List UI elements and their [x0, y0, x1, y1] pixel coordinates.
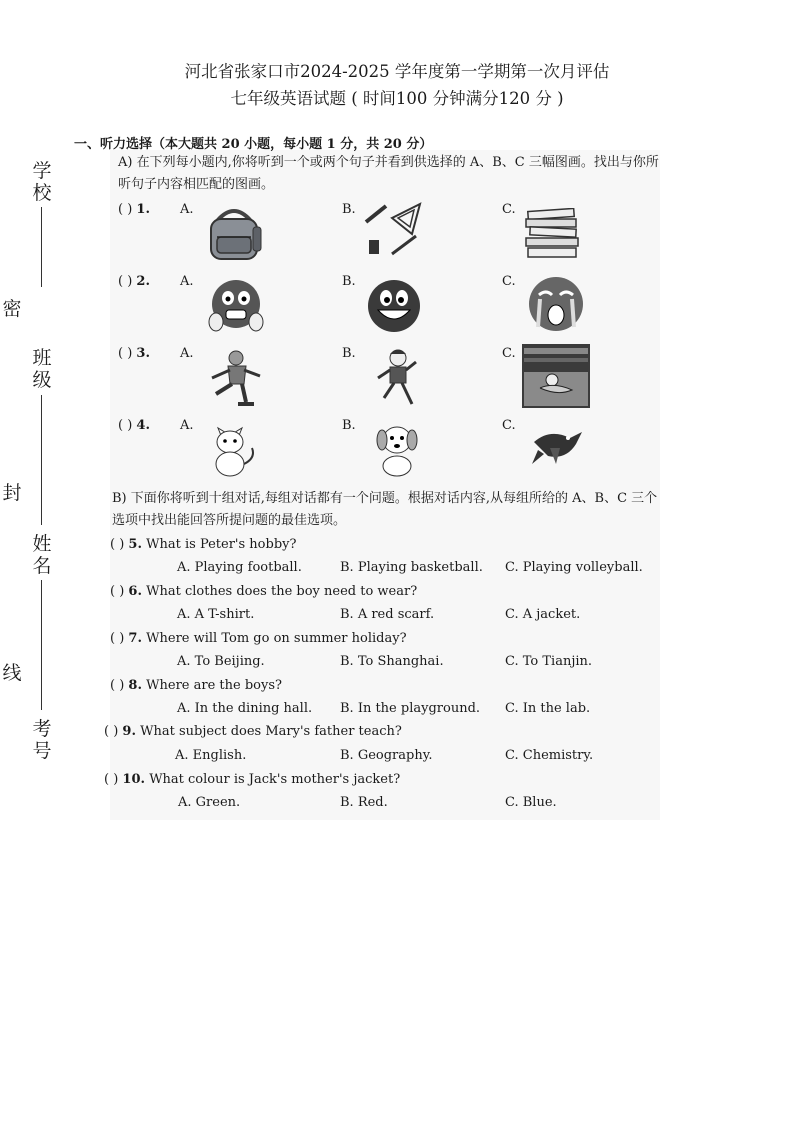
option-a[interactable]: A. To Beijing.	[177, 654, 265, 669]
option-c[interactable]: C. A jacket.	[505, 607, 581, 622]
option-b[interactable]: B. A red scarf.	[340, 607, 435, 622]
option-a[interactable]: A. In the dining hall.	[177, 701, 313, 716]
margin-name: 姓名	[32, 533, 52, 577]
books-image	[524, 208, 582, 260]
option-b[interactable]: B. Red.	[340, 795, 388, 810]
crying-face-image	[527, 275, 585, 333]
option-b[interactable]: B. Geography.	[340, 748, 433, 763]
question-row	[118, 274, 150, 289]
question-text: Where will Tom go on summer holiday?	[146, 631, 407, 646]
answer-paren[interactable]: ( )	[110, 631, 125, 646]
question-number: 8.	[128, 678, 142, 693]
skating-boy-image	[202, 348, 266, 408]
backpack-image	[203, 203, 265, 263]
option-c[interactable]: C. In the lab.	[505, 701, 591, 716]
margin-rule	[41, 207, 42, 287]
swimming-image	[522, 344, 590, 408]
answer-paren[interactable]: ( )	[118, 418, 133, 433]
bird-image	[530, 424, 584, 470]
question-number: 5.	[128, 537, 142, 552]
margin-exam-no: 考号	[32, 718, 52, 762]
option-c[interactable]: C. To Tianjin.	[505, 654, 593, 669]
question-row	[110, 584, 417, 599]
question-number: 4.	[136, 418, 150, 433]
option-label-a: A.	[180, 418, 194, 433]
option-label-a: A.	[180, 202, 194, 217]
exam-subtitle: 七年级英语试题 ( 时间100 分钟满分120 分 )	[230, 89, 564, 108]
question-text: What colour is Jack's mother's jacket?	[149, 772, 401, 787]
answer-paren[interactable]: ( )	[104, 724, 119, 739]
question-number: 7.	[128, 631, 142, 646]
part-b-intro-1: B) 下面你将听到十组对话,每组对话都有一个问题。根据对话内容,从每组所给的 A、B、C 三个	[112, 491, 658, 506]
part-b-intro-2: 选项中找出能回答所提问题的最佳选项。	[112, 513, 347, 528]
option-label-b: B.	[342, 274, 356, 289]
option-label-a: A.	[180, 274, 194, 289]
question-number: 2.	[136, 274, 150, 289]
answer-paren[interactable]: ( )	[118, 274, 133, 289]
option-label-c: C.	[502, 418, 516, 433]
margin-rule	[41, 395, 42, 525]
answer-paren[interactable]: ( )	[118, 202, 133, 217]
section-heading: 一、听力选择（本大题共 20 小题，每小题 1 分，共 20 分）	[74, 137, 433, 152]
margin-school: 学校	[32, 160, 52, 204]
option-label-c: C.	[502, 274, 516, 289]
option-label-a: A.	[180, 346, 194, 361]
option-c[interactable]: C. Playing volleyball.	[505, 560, 643, 575]
question-text: What clothes does the boy need to wear?	[146, 584, 418, 599]
part-a-intro-1: A) 在下列每小题内,你将听到一个或两个句子并看到供选择的 A、B、C 三幅图画。找出与你所	[118, 155, 659, 170]
option-c[interactable]: C. Chemistry.	[505, 748, 594, 763]
option-a[interactable]: A. Green.	[178, 795, 241, 810]
cat-image	[208, 422, 258, 478]
option-label-b: B.	[342, 346, 356, 361]
question-number: 9.	[122, 724, 136, 739]
option-label-b: B.	[342, 418, 356, 433]
question-number: 1.	[136, 202, 150, 217]
option-c[interactable]: C. Blue.	[505, 795, 557, 810]
question-number: 3.	[136, 346, 150, 361]
running-boy-image	[374, 348, 420, 408]
margin-xian: 线	[2, 662, 22, 684]
dog-image	[374, 422, 420, 478]
answer-paren[interactable]: ( )	[110, 584, 125, 599]
option-a[interactable]: A. English.	[175, 748, 247, 763]
question-text: What is Peter's hobby?	[146, 537, 297, 552]
answer-paren[interactable]: ( )	[118, 346, 133, 361]
option-b[interactable]: B. Playing basketball.	[340, 560, 483, 575]
answer-paren[interactable]: ( )	[110, 537, 125, 552]
margin-rule	[41, 580, 42, 710]
option-b[interactable]: B. In the playground.	[340, 701, 481, 716]
option-label-c: C.	[502, 202, 516, 217]
question-row	[104, 724, 402, 739]
option-label-b: B.	[342, 202, 356, 217]
question-row	[110, 537, 296, 552]
option-label-c: C.	[502, 346, 516, 361]
answer-paren[interactable]: ( )	[104, 772, 119, 787]
option-a[interactable]: A. A T-shirt.	[177, 607, 255, 622]
question-row	[110, 678, 282, 693]
question-row	[118, 202, 150, 217]
margin-mi: 密	[2, 298, 22, 320]
question-text: What subject does Mary's father teach?	[140, 724, 402, 739]
exam-title: 河北省张家口市2024-2025 学年度第一学期第一次月评估	[184, 62, 610, 81]
margin-feng: 封	[2, 482, 22, 504]
happy-face-image	[366, 278, 422, 334]
question-row	[118, 346, 150, 361]
question-number: 6.	[128, 584, 142, 599]
scared-face-image	[208, 278, 264, 334]
answer-paren[interactable]: ( )	[110, 678, 125, 693]
question-row	[118, 418, 150, 433]
question-row	[104, 772, 400, 787]
margin-class: 班级	[32, 347, 52, 391]
question-row	[110, 631, 407, 646]
option-a[interactable]: A. Playing football.	[177, 560, 302, 575]
part-a-intro-2: 听句子内容相匹配的图画。	[118, 177, 275, 192]
question-text: Where are the boys?	[146, 678, 282, 693]
question-number: 10.	[122, 772, 146, 787]
stationery-image	[364, 200, 426, 260]
option-b[interactable]: B. To Shanghai.	[340, 654, 444, 669]
